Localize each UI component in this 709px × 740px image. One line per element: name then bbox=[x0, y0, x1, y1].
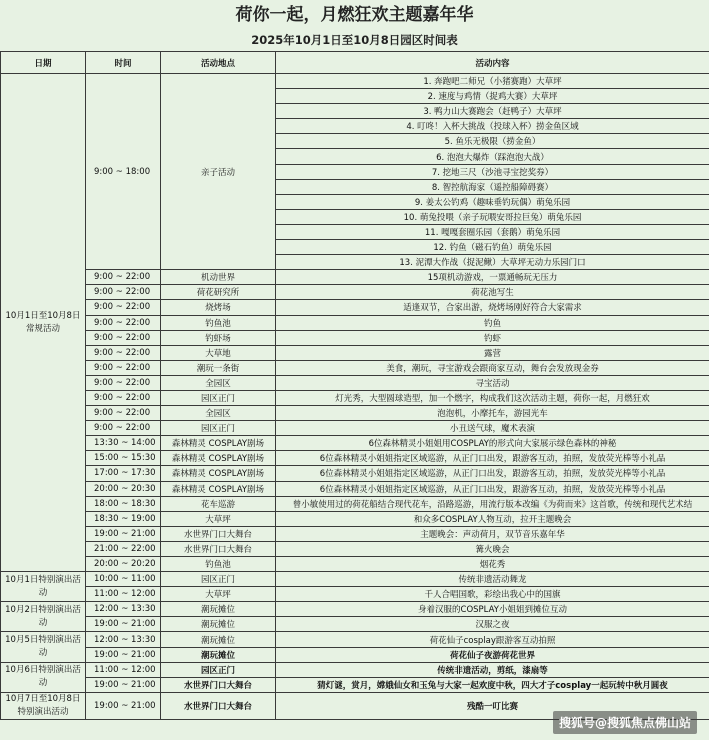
table-row bbox=[1, 421, 709, 436]
content-cell: 猜灯谜，赏月，嫦娥仙女和玉兔与大家一起欢度中秋，四大才子cosplay一起玩转中秋月圆夜 bbox=[276, 677, 709, 692]
content-cell: 身着汉服的COSPLAY小姐姐到摊位互动 bbox=[276, 602, 709, 617]
content-cell: 4. 叮咚！入杯大挑战（投球入杯）捞金鱼区域 bbox=[276, 119, 709, 134]
location-cell: 森林精灵 COSPLAY剧场 bbox=[161, 466, 276, 481]
content-cell: 11. 嘎嘎套圈乐园（套鹅）萌兔乐园 bbox=[276, 224, 709, 239]
content-cell: 篝火晚会 bbox=[276, 541, 709, 556]
content-cell: 2. 速度与鸡情（捉鸡大赛）大草坪 bbox=[276, 89, 709, 104]
content-cell: 传统非遗活动舞龙 bbox=[276, 572, 709, 587]
content-cell: 和众多COSPLAY人物互动，拉开主题晚会 bbox=[276, 511, 709, 526]
table-row bbox=[1, 451, 709, 466]
table-row bbox=[1, 541, 709, 556]
location-cell: 园区正门 bbox=[161, 421, 276, 436]
time-cell: 9:00 ~ 22:00 bbox=[86, 270, 161, 285]
date-cell: 10月1日至10月8日常规活动 bbox=[1, 74, 86, 572]
location-cell: 潮玩一条街 bbox=[161, 360, 276, 375]
content-cell: 荷花池写生 bbox=[276, 285, 709, 300]
table-row bbox=[1, 390, 709, 405]
location-cell: 森林精灵 COSPLAY剧场 bbox=[161, 481, 276, 496]
location-cell: 全园区 bbox=[161, 375, 276, 390]
content-cell: 6位森林精灵小姐姐指定区域巡游，从正门口出发，跟游客互动，拍照，发放荧光棒等小礼品 bbox=[276, 481, 709, 496]
time-cell: 9:00 ~ 22:00 bbox=[86, 315, 161, 330]
content-cell: 泡泡机，小摩托车，游园光车 bbox=[276, 406, 709, 421]
time-cell: 19:00 ~ 21:00 bbox=[86, 617, 161, 632]
content-cell: 小丑送气球，魔术表演 bbox=[276, 421, 709, 436]
content-cell: 3. 鸭力山大赛跑会（赶鸭子）大草坪 bbox=[276, 104, 709, 119]
content-cell: 12. 钓鱼（磁石钓鱼）萌兔乐园 bbox=[276, 240, 709, 255]
time-cell: 17:00 ~ 17:30 bbox=[86, 466, 161, 481]
content-cell: 荷花仙子夜游荷花世界 bbox=[276, 647, 709, 662]
table-row bbox=[1, 526, 709, 541]
table-row bbox=[1, 662, 709, 677]
location-cell: 森林精灵 COSPLAY剧场 bbox=[161, 436, 276, 451]
table-row bbox=[1, 511, 709, 526]
time-cell: 9:00 ~ 22:00 bbox=[86, 375, 161, 390]
time-cell: 9:00 ~ 22:00 bbox=[86, 406, 161, 421]
location-cell: 水世界门口大舞台 bbox=[161, 692, 276, 719]
time-cell: 9:00 ~ 22:00 bbox=[86, 390, 161, 405]
location-cell: 大草地 bbox=[161, 345, 276, 360]
watermark: 搜狐号@搜狐焦点佛山站 bbox=[553, 711, 697, 734]
page-title: 荷你一起，月燃狂欢主题嘉年华 bbox=[235, 5, 474, 25]
table-row bbox=[1, 330, 709, 345]
location-cell: 潮玩摊位 bbox=[161, 647, 276, 662]
schedule-body bbox=[1, 74, 709, 720]
time-cell: 15:00 ~ 15:30 bbox=[86, 451, 161, 466]
content-cell: 传统非遗活动，剪纸，漆扇等 bbox=[276, 662, 709, 677]
table-row bbox=[1, 481, 709, 496]
content-cell: 主题晚会：声动荷月，双节音乐嘉年华 bbox=[276, 526, 709, 541]
date-cell: 10月2日特别演出活动 bbox=[1, 602, 86, 632]
table-row bbox=[1, 315, 709, 330]
content-cell: 灯光秀，大型圆球造型，加一个燃字，构成我们这次活动主题，荷你一起，月燃狂欢 bbox=[276, 390, 709, 405]
time-cell: 21:00 ~ 22:00 bbox=[86, 541, 161, 556]
table-row bbox=[1, 496, 709, 511]
location-cell: 全园区 bbox=[161, 406, 276, 421]
location-cell: 钓虾场 bbox=[161, 330, 276, 345]
content-cell: 5. 鱼乐无极限（捞金鱼） bbox=[276, 134, 709, 149]
location-cell: 潮玩摊位 bbox=[161, 602, 276, 617]
location-cell: 园区正门 bbox=[161, 390, 276, 405]
location-cell: 水世界门口大舞台 bbox=[161, 677, 276, 692]
content-cell: 8. 智控航海家（遥控船障碍赛） bbox=[276, 179, 709, 194]
date-cell: 10月7日至10月8日特别演出活动 bbox=[1, 692, 86, 719]
content-cell: 残酷一叮比赛 bbox=[276, 692, 709, 719]
page-subtitle: 2025年10月1日至10月8日园区时间表 bbox=[251, 33, 458, 47]
time-cell: 12:00 ~ 13:30 bbox=[86, 632, 161, 647]
content-cell: 曾小敏使用过的荷花船结合现代花车，沿路巡游，用流行版本改编《为荷而来》这首歌，传统和现代艺术结 bbox=[276, 496, 709, 511]
location-cell: 大草坪 bbox=[161, 511, 276, 526]
time-cell: 20:00 ~ 20:20 bbox=[86, 557, 161, 572]
time-cell: 13:30 ~ 14:00 bbox=[86, 436, 161, 451]
time-cell: 9:00 ~ 22:00 bbox=[86, 360, 161, 375]
content-cell: 烟花秀 bbox=[276, 557, 709, 572]
table-row bbox=[1, 375, 709, 390]
content-cell: 适逢双节，合家出游，烧烤场刚好符合大家需求 bbox=[276, 300, 709, 315]
location-cell: 森林精灵 COSPLAY剧场 bbox=[161, 451, 276, 466]
header-location: 活动地点 bbox=[161, 52, 276, 74]
content-cell: 1. 奔跑吧二师兄（小猪赛跑）大草坪 bbox=[276, 74, 709, 89]
location-cell: 花车巡游 bbox=[161, 496, 276, 511]
location-cell: 园区正门 bbox=[161, 572, 276, 587]
content-cell: 6位森林精灵小姐姐指定区域巡游，从正门口出发，跟游客互动，拍照，发放荧光棒等小礼品 bbox=[276, 466, 709, 481]
table-row bbox=[1, 466, 709, 481]
content-cell: 13. 泥潭大作战（捉泥鳅）大草坪无动力乐园门口 bbox=[276, 255, 709, 270]
time-cell: 9:00 ~ 22:00 bbox=[86, 330, 161, 345]
content-cell: 15项机动游戏，一票通畅玩无压力 bbox=[276, 270, 709, 285]
location-cell: 荷花研究所 bbox=[161, 285, 276, 300]
table-row bbox=[1, 270, 709, 285]
table-row bbox=[1, 360, 709, 375]
time-cell: 11:00 ~ 12:00 bbox=[86, 662, 161, 677]
location-cell: 机动世界 bbox=[161, 270, 276, 285]
date-cell: 10月5日特别演出活动 bbox=[1, 632, 86, 662]
time-cell: 19:00 ~ 21:00 bbox=[86, 526, 161, 541]
header-row bbox=[1, 52, 709, 74]
location-cell: 园区正门 bbox=[161, 662, 276, 677]
table-row bbox=[1, 406, 709, 421]
table-row bbox=[1, 74, 709, 89]
content-cell: 7. 挖地三尺（沙池寻宝挖奖券） bbox=[276, 164, 709, 179]
time-cell: 12:00 ~ 13:30 bbox=[86, 602, 161, 617]
time-cell: 9:00 ~ 18:00 bbox=[86, 74, 161, 270]
location-cell: 水世界门口大舞台 bbox=[161, 541, 276, 556]
table-row bbox=[1, 300, 709, 315]
content-cell: 寻宝活动 bbox=[276, 375, 709, 390]
table-row bbox=[1, 436, 709, 451]
table-row bbox=[1, 602, 709, 617]
content-cell: 汉服之夜 bbox=[276, 617, 709, 632]
time-cell: 19:00 ~ 21:00 bbox=[86, 647, 161, 662]
content-cell: 露营 bbox=[276, 345, 709, 360]
location-cell: 钓鱼池 bbox=[161, 557, 276, 572]
header-time: 时间 bbox=[86, 52, 161, 74]
table-row bbox=[1, 587, 709, 602]
header-date: 日期 bbox=[1, 52, 86, 74]
content-cell: 6. 泡泡大爆炸（踩泡泡大战） bbox=[276, 149, 709, 164]
date-cell: 10月6日特别演出活动 bbox=[1, 662, 86, 692]
time-cell: 18:00 ~ 18:30 bbox=[86, 496, 161, 511]
content-cell: 荷花仙子cosplay跟游客互动拍照 bbox=[276, 632, 709, 647]
table-row bbox=[1, 285, 709, 300]
table-row bbox=[1, 557, 709, 572]
schedule-table bbox=[0, 51, 709, 720]
time-cell: 9:00 ~ 22:00 bbox=[86, 345, 161, 360]
content-cell: 10. 萌兔投喂（亲子玩喂安哥拉巨兔）萌兔乐园 bbox=[276, 209, 709, 224]
table-row bbox=[1, 617, 709, 632]
table-row bbox=[1, 572, 709, 587]
content-cell: 美食，潮玩，寻宝游戏会跟商家互动，舞台会发放现金券 bbox=[276, 360, 709, 375]
location-cell: 烧烤场 bbox=[161, 300, 276, 315]
content-cell: 千人合唱国歌，彩绘出我心中的国旗 bbox=[276, 587, 709, 602]
table-row bbox=[1, 632, 709, 647]
location-cell: 潮玩摊位 bbox=[161, 632, 276, 647]
location-cell: 亲子活动 bbox=[161, 74, 276, 270]
location-cell: 水世界门口大舞台 bbox=[161, 526, 276, 541]
table-row bbox=[1, 345, 709, 360]
content-cell: 钓虾 bbox=[276, 330, 709, 345]
content-cell: 9. 姜太公钓鸡（趣味垂钓玩偶）萌兔乐园 bbox=[276, 194, 709, 209]
time-cell: 10:00 ~ 11:00 bbox=[86, 572, 161, 587]
table-row bbox=[1, 647, 709, 662]
time-cell: 20:00 ~ 20:30 bbox=[86, 481, 161, 496]
time-cell: 9:00 ~ 22:00 bbox=[86, 300, 161, 315]
time-cell: 18:30 ~ 19:00 bbox=[86, 511, 161, 526]
location-cell: 大草坪 bbox=[161, 587, 276, 602]
table-row bbox=[1, 677, 709, 692]
header-content: 活动内容 bbox=[276, 52, 709, 74]
time-cell: 19:00 ~ 21:00 bbox=[86, 692, 161, 719]
time-cell: 9:00 ~ 22:00 bbox=[86, 421, 161, 436]
time-cell: 11:00 ~ 12:00 bbox=[86, 587, 161, 602]
time-cell: 19:00 ~ 21:00 bbox=[86, 677, 161, 692]
time-cell: 9:00 ~ 22:00 bbox=[86, 285, 161, 300]
content-cell: 6位森林精灵小姐姐指定区域巡游，从正门口出发，跟游客互动，拍照，发放荧光棒等小礼品 bbox=[276, 451, 709, 466]
date-cell: 10月1日特别演出活动 bbox=[1, 572, 86, 602]
location-cell: 钓鱼池 bbox=[161, 315, 276, 330]
location-cell: 潮玩摊位 bbox=[161, 617, 276, 632]
content-cell: 6位森林精灵小姐姐用COSPLAY的形式向大家展示绿色森林的神秘 bbox=[276, 436, 709, 451]
content-cell: 钓鱼 bbox=[276, 315, 709, 330]
